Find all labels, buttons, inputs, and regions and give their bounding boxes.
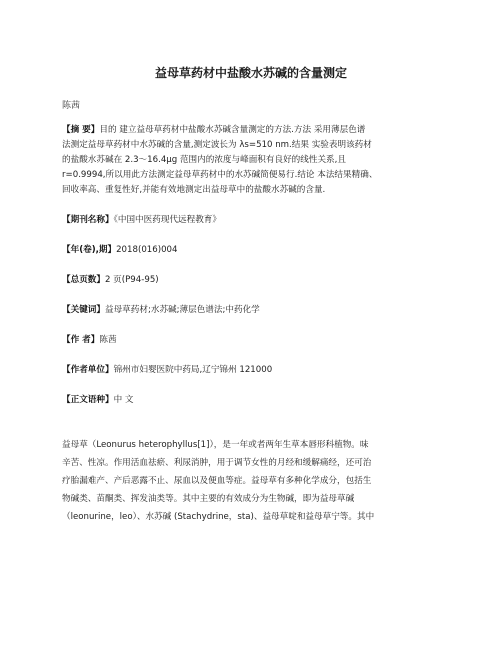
abstract-line-3: 的盐酸水苏碱在 2.3～16.4μg 范围内的浓度与峰面积有良好的线性关系,且 [62,155,346,165]
meta-author-label: 【作 者】 [62,335,100,345]
body-line-3: 疗胎漏难产、产后恶露不止、尿血以及便血等症。益母草有多种化学成分，包括生 [62,476,372,486]
meta-pages-value: 2 页(P94-95) [104,275,159,285]
abstract-text-1: 目的 建立益母草药材中盐酸水苏碱含量测定的方法.方法 采用薄层色谱 [99,125,366,135]
body-line-4: 物碱类、苗酮类、挥发油类等。其中主要的有效成分为生物碱，即为益母草碱 [62,494,355,504]
abstract-line-1 [62,125,365,136]
meta-keywords [62,305,260,316]
abstract-label: 【摘 要】 [62,125,100,135]
meta-volume-label: 【年(卷),期】 [62,245,117,255]
meta-author-value: 陈茜 [99,335,117,345]
author-name: 陈茜 [62,101,81,111]
meta-journal-label: 【期刊名称】 [62,215,114,225]
abstract-line-2: 法测定益母草药材中水苏碱的含量,测定波长为 λs=510 nm.结果 实验表明该药材 [62,140,372,150]
meta-affiliation-label: 【作者单位】 [62,365,114,375]
meta-journal-value: 《中国中医药现代远程教育》 [113,215,221,225]
abstract-line-5: 回收率高、重复性好,并能有效地测定出益母草中的盐酸水苏碱的含量. [62,185,326,195]
meta-language-value: 中 文 [113,395,134,405]
body-line-1: 益母草（Leonurus heterophyllus[1]），是一年或者两年生草本唇形科植物。味 [62,440,369,450]
meta-affiliation-value: 锦州市妇婴医院中药局,辽宁锦州 121000 [113,365,273,375]
meta-keywords-label: 【关键词】 [62,305,105,315]
meta-pages-label: 【总页数】 [62,275,105,285]
abstract-line-4: r=0.9994,所以用此方法测定益母草药材中的水苏碱简便易行.结论 本法结果精确、 [62,170,378,180]
meta-affiliation [62,365,272,376]
meta-language [62,395,134,406]
meta-journal [62,215,221,226]
meta-language-label: 【正文语种】 [62,395,114,405]
meta-volume [62,245,177,256]
body-line-5: （leonurine，leo）、水苏碱 (Stachydrine，sta)、益母草啶和益母草宁等。其中 [62,512,375,522]
body-line-2: 辛苦、性凉。作用活血祛瘀、利尿消肿，用于调节女性的月经和缓解痛经，还可治 [62,458,372,468]
meta-volume-value: 2018(016)004 [116,245,178,255]
meta-keywords-value: 益母草药材;水苏碱;薄层色谱法;中药化学 [104,305,260,315]
meta-pages [62,275,159,286]
meta-author [62,335,117,346]
page-title: 益母草药材中盐酸水苏碱的含量测定 [154,66,347,80]
